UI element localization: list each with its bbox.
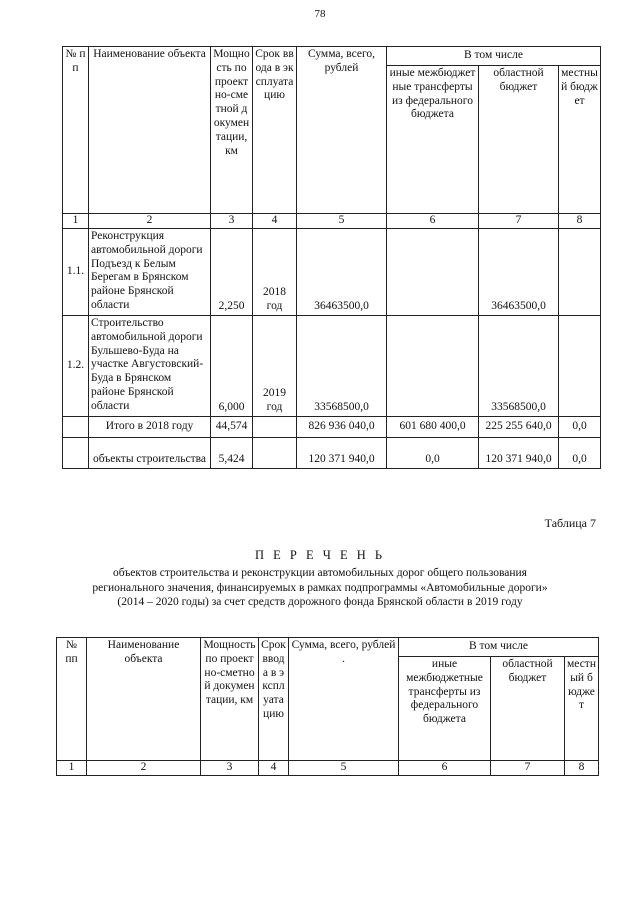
table-label: Таблица 7 [544,516,596,530]
row-regional: 36463500,0 [479,229,559,316]
total-label: Итого в 2018 году [89,417,211,438]
column-number: 6 [387,214,479,229]
row-sum: 36463500,0 [297,229,387,316]
header-sum: Сумма, всего, рублей [297,47,387,214]
column-number: 4 [259,761,289,776]
column-number: 4 [253,214,297,229]
header-term: Срок ввода в эксплуатацию [259,638,289,761]
objects-row [63,438,601,469]
column-number: 2 [87,761,201,776]
column-number: 3 [211,214,253,229]
total-sum: 826 936 040,0 [297,417,387,438]
row-name: Строительство автомобильной дороги Бульшево-Буда на участке Августовский-Буда в Брянском районе Брянской области [89,316,211,417]
column-number: 1 [63,214,89,229]
header-local: местный бюджет [559,66,601,214]
header-capacity: Мощность по проектно-сметной документации, км [201,638,259,761]
row-name: Реконструкция автомобильной дороги Подъезд к Белым Берегам в Брянском районе Брянской области [89,229,211,316]
objects-federal: 0,0 [387,438,479,469]
objects-table-2018 [62,46,601,469]
total-local: 0,0 [559,417,601,438]
page-number: 78 [314,8,326,20]
row-term: 2019 год [253,316,297,417]
header-term: Срок ввода в эксплуатацию [253,47,297,214]
header-group: В том числе [387,47,601,66]
row-regional: 33568500,0 [479,316,559,417]
document-subtitle: объектов строительства и реконструкции автомобильных дорог общего пользования регионального значения, финансируемых в рамках подпрограммы «Автомобильные дороги» (2014 – 2020 годы) за счет средств дорожного фонда Брянской области в 2019 году [92,567,548,609]
header-name: Наименование объекта [87,638,201,761]
header-name: Наименование объекта [89,47,211,214]
header-regional: областной бюджет [479,66,559,214]
header-num: № п п [63,47,89,214]
column-number: 5 [289,761,399,776]
header-local: местный бюджет [565,657,599,761]
objects-capacity: 5,424 [211,438,253,469]
row-capacity: 2,250 [211,229,253,316]
column-number: 3 [201,761,259,776]
total-federal: 601 680 400,0 [387,417,479,438]
column-number: 7 [491,761,565,776]
objects-sum: 120 371 940,0 [297,438,387,469]
row-sum: 33568500,0 [297,316,387,417]
column-number: 8 [565,761,599,776]
column-number: 2 [89,214,211,229]
header-federal: иные межбюджетные трансферты из федерального бюджета [387,66,479,214]
row-number: 1.1. [63,229,89,316]
objects-label: объекты строительства [89,438,211,469]
column-number: 7 [479,214,559,229]
column-number: 1 [57,761,87,776]
header-num: № пп [57,638,87,761]
header-group: В том числе [399,638,599,657]
header-sum: Сумма, всего, рублей . [289,638,399,761]
table-row [63,316,601,417]
row-federal [387,316,479,417]
column-number: 5 [297,214,387,229]
header-federal: иные межбюджетные трансферты из федерального бюджета [399,657,491,761]
objects-regional: 120 371 940,0 [479,438,559,469]
total-capacity: 44,574 [211,417,253,438]
row-local [559,316,601,417]
objects-table-2019 [56,637,599,776]
column-numbers-row [57,761,599,776]
row-term: 2018 год [253,229,297,316]
row-capacity: 6,000 [211,316,253,417]
document-title: П Е Р Е Ч Е Н Ь [254,548,386,562]
total-row [63,417,601,438]
row-local [559,229,601,316]
header-capacity: Мощность по проектно-сметной документации, км [211,47,253,214]
column-number: 6 [399,761,491,776]
objects-local: 0,0 [559,438,601,469]
row-number: 1.2. [63,316,89,417]
total-regional: 225 255 640,0 [479,417,559,438]
table-row [63,229,601,316]
header-regional: областной бюджет [491,657,565,761]
row-federal [387,229,479,316]
column-numbers-row [63,214,601,229]
column-number: 8 [559,214,601,229]
